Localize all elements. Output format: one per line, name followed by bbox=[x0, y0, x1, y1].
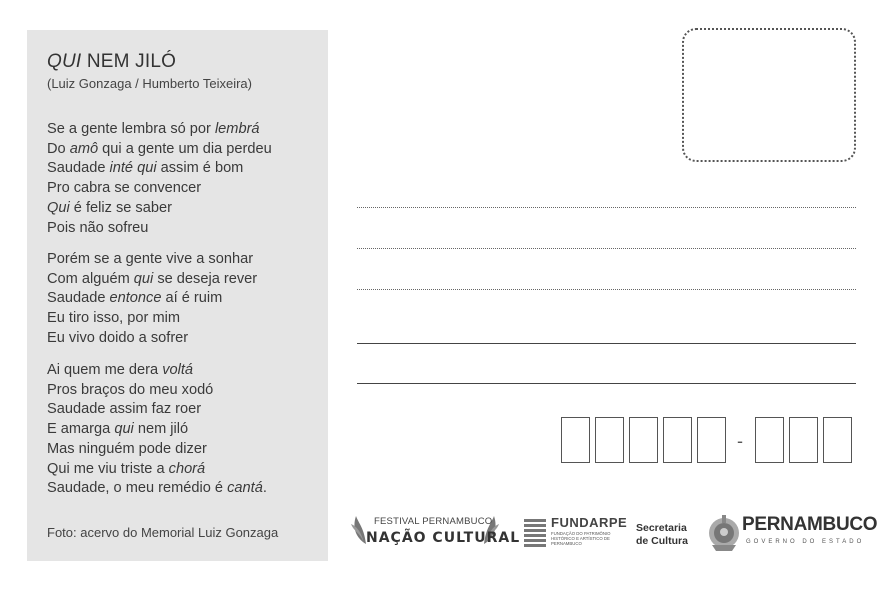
lyric-line: Ai quem me dera voltá bbox=[47, 362, 194, 378]
stamp-box bbox=[682, 28, 856, 162]
lyric-line: Mas ninguém pode dizer bbox=[47, 440, 207, 457]
fundarpe-building-icon bbox=[523, 517, 547, 549]
zip-box bbox=[697, 417, 726, 463]
lyric-line: Saudade, o meu remédio é cantá. bbox=[47, 480, 267, 497]
address-line-dotted-1 bbox=[357, 207, 856, 208]
address-line-solid-1 bbox=[357, 343, 856, 344]
lyric-line: Qui é feliz se saber bbox=[47, 199, 172, 216]
pernambuco-governo-logo: PERNAMBUCO GOVERNO DO ESTADO bbox=[706, 512, 858, 554]
festival-pernambuco-logo: FESTIVAL PERNAMBUCO NAÇÃO CULTURAL bbox=[350, 510, 502, 550]
lyric-line: Saudade inté qui assim é bom bbox=[47, 160, 244, 177]
zip-box bbox=[629, 417, 658, 463]
zip-box bbox=[823, 417, 852, 463]
lyric-line: Se a gente lembra só por lembrá bbox=[47, 121, 260, 137]
lyric-line: Pois não sofreu bbox=[47, 219, 149, 236]
lyric-line: E amarga qui nem jiló bbox=[47, 421, 189, 438]
lyric-line: Eu vivo doido a sofrer bbox=[47, 329, 189, 346]
photo-credit: Foto: acervo do Memorial Luiz Gonzaga bbox=[47, 525, 279, 540]
zip-box bbox=[595, 417, 624, 463]
song-authors: (Luiz Gonzaga / Humberto Teixeira) bbox=[47, 76, 252, 91]
zip-box bbox=[663, 417, 692, 463]
zip-box bbox=[561, 417, 590, 463]
stanza-2 bbox=[47, 250, 257, 349]
zip-separator: - bbox=[737, 431, 743, 451]
zip-box bbox=[789, 417, 818, 463]
lyric-line: Com alguém qui se deseja rever bbox=[47, 270, 258, 287]
zip-box bbox=[755, 417, 784, 463]
coat-of-arms-icon bbox=[706, 513, 742, 553]
stanza-1 bbox=[47, 120, 272, 238]
lyric-line: Pro cabra se convencer bbox=[47, 180, 202, 197]
lyric-line: Saudade assim faz roer bbox=[47, 401, 202, 418]
address-line-dotted-2 bbox=[357, 248, 856, 249]
stanza-3 bbox=[47, 361, 267, 499]
lyric-line: Eu tiro isso, por mim bbox=[47, 310, 180, 327]
lyric-line: Porém se a gente vive a sonhar bbox=[47, 251, 254, 267]
lyric-line: Qui me viu triste a chorá bbox=[47, 460, 206, 477]
fundarpe-logo: FUNDARPE FUNDAÇÃO DO PATRIMÔNIO HISTÓRICO E ARTÍSTICO DE PERNAMBUCO bbox=[523, 515, 623, 551]
secretaria-cultura-logo: Secretaria de Cultura bbox=[636, 522, 688, 547]
song-title: QUI NEM JILÓ bbox=[47, 51, 177, 72]
lyric-line: Do amô qui a gente um dia perdeu bbox=[47, 140, 272, 157]
lyric-line: Saudade entonce aí é ruim bbox=[47, 290, 223, 307]
address-line-solid-2 bbox=[357, 383, 856, 384]
address-line-dotted-3 bbox=[357, 289, 856, 290]
lyric-line: Pros braços do meu xodó bbox=[47, 381, 214, 398]
